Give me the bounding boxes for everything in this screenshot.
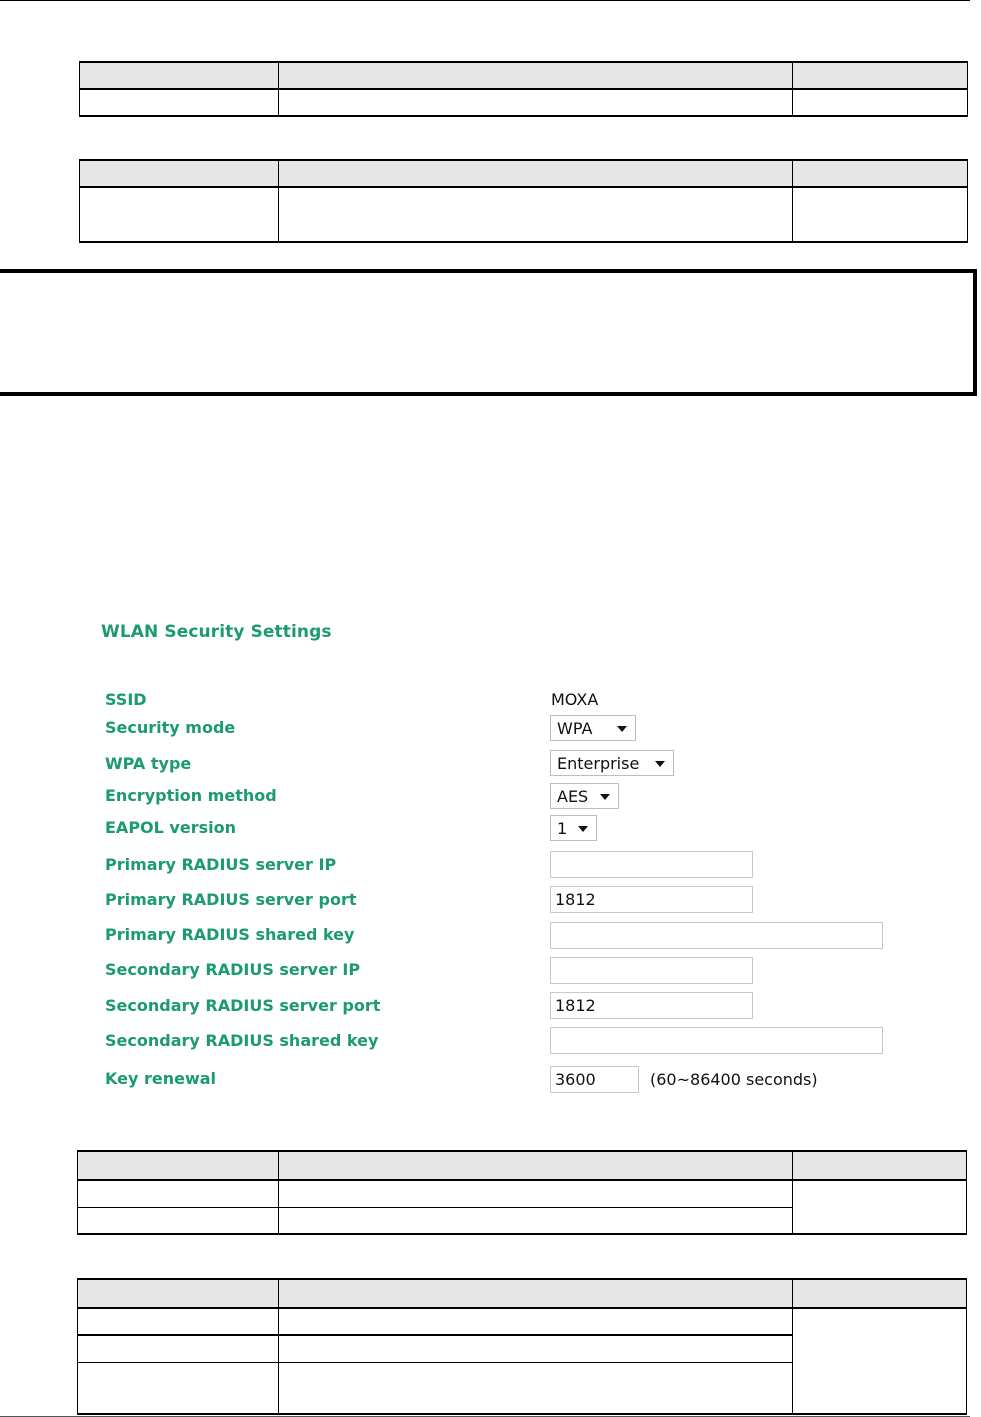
table-header-cell	[279, 62, 793, 89]
wpa-type-label: WPA type	[105, 754, 192, 773]
eapol-version-select[interactable]	[550, 815, 597, 841]
secondary-radius-key-label: Secondary RADIUS shared key	[105, 1031, 379, 1050]
panel-title: WLAN Security Settings	[101, 622, 332, 642]
primary-radius-port-input[interactable]: 1812	[550, 886, 753, 913]
table-cell	[279, 1207, 793, 1234]
secondary-radius-port-input[interactable]: 1812	[550, 992, 753, 1019]
secondary-radius-ip-input[interactable]	[550, 957, 753, 984]
security-mode-value: WPA	[557, 718, 593, 738]
doc-table-3	[77, 1150, 967, 1235]
note-box	[0, 269, 977, 396]
table-cell	[279, 1308, 793, 1335]
table-cell	[279, 1180, 793, 1207]
encryption-method-select[interactable]	[550, 783, 619, 809]
table-header-cell	[279, 1151, 793, 1180]
secondary-radius-key-input[interactable]	[550, 1027, 883, 1054]
chevron-down-icon	[655, 761, 665, 767]
table-cell	[78, 1308, 279, 1335]
chevron-down-icon	[600, 794, 610, 800]
wpa-type-value: Enterprise	[557, 753, 640, 773]
doc-table-1	[79, 61, 968, 117]
encryption-method-value: AES	[557, 786, 589, 806]
table-header-cell	[279, 1279, 793, 1308]
primary-radius-ip-label: Primary RADIUS server IP	[105, 855, 337, 874]
table-cell	[78, 1180, 279, 1207]
table-header-cell	[793, 62, 968, 89]
table-header-cell	[80, 62, 279, 89]
table-cell	[78, 1335, 279, 1362]
table-cell	[279, 89, 793, 116]
eapol-version-value: 1	[557, 818, 568, 838]
table-cell	[80, 89, 279, 116]
ssid-label: SSID	[105, 690, 147, 709]
table-cell	[279, 1362, 793, 1414]
security-mode-label: Security mode	[105, 718, 236, 737]
ssid-value: MOXA	[551, 690, 599, 709]
table-cell	[793, 1180, 967, 1234]
key-renewal-range-hint: (60~86400 seconds)	[650, 1070, 818, 1089]
table-cell	[279, 1335, 793, 1362]
security-mode-select[interactable]	[550, 715, 636, 741]
table-header-cell	[78, 1151, 279, 1180]
key-renewal-label: Key renewal	[105, 1069, 217, 1088]
primary-radius-key-input[interactable]	[550, 922, 883, 949]
table-header-cell	[793, 1151, 967, 1180]
table-cell	[793, 1308, 967, 1414]
chevron-down-icon	[578, 826, 588, 832]
primary-radius-ip-input[interactable]	[550, 851, 753, 878]
eapol-version-label: EAPOL version	[105, 818, 236, 837]
table-cell	[78, 1207, 279, 1234]
chevron-down-icon	[617, 726, 627, 732]
key-renewal-input[interactable]: 3600	[550, 1066, 639, 1093]
doc-table-4	[77, 1278, 967, 1415]
table-header-cell	[80, 160, 279, 187]
doc-table-2	[79, 159, 968, 243]
table-header-cell	[793, 1279, 967, 1308]
wpa-type-select[interactable]	[550, 750, 674, 776]
page-header-rule	[0, 0, 970, 1]
table-header-cell	[78, 1279, 279, 1308]
table-cell	[279, 187, 793, 242]
table-cell	[793, 89, 968, 116]
secondary-radius-ip-label: Secondary RADIUS server IP	[105, 960, 361, 979]
table-header-cell	[279, 160, 793, 187]
table-header-cell	[793, 160, 968, 187]
table-cell	[80, 187, 279, 242]
table-cell	[793, 187, 968, 242]
primary-radius-key-label: Primary RADIUS shared key	[105, 925, 355, 944]
secondary-radius-port-label: Secondary RADIUS server port	[105, 996, 381, 1015]
table-cell	[78, 1362, 279, 1414]
encryption-method-label: Encryption method	[105, 786, 277, 805]
primary-radius-port-label: Primary RADIUS server port	[105, 890, 357, 909]
